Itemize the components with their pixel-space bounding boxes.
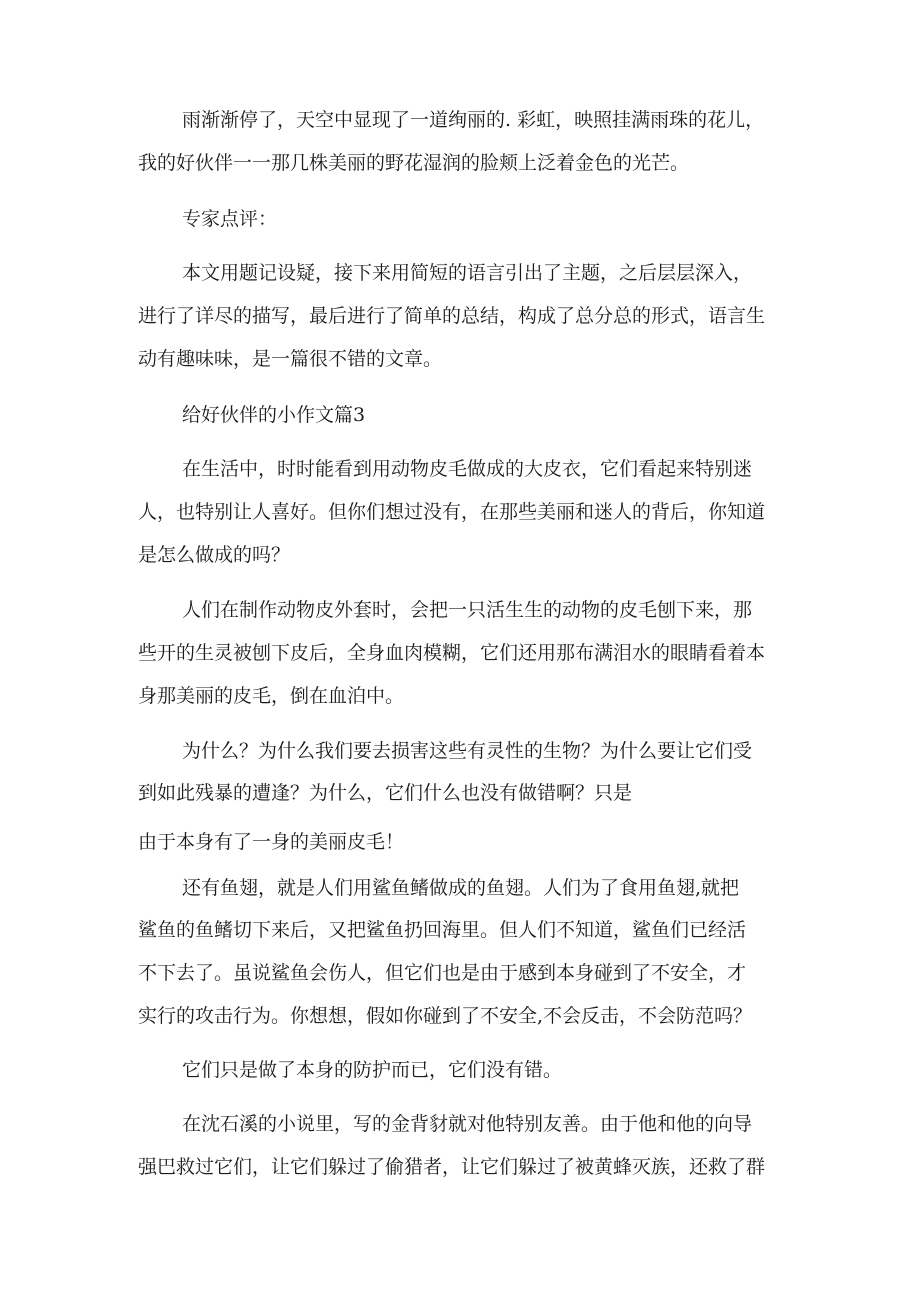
text-line: 些开的生灵被刨下皮后，全身血肉模糊，它们还用那布满泪水的眼睛看着本 xyxy=(138,642,766,664)
text-line: 强巴救过它们，让它们躲过了偷猎者，让它们躲过了被黄蜂灭族，还救了群 xyxy=(138,1156,766,1178)
text-line: 由于本身有了一身的美丽皮毛！ xyxy=(138,831,405,853)
text-line: 到如此残暴的遭逢？为什么，它们什么也没有做错啊？只是 xyxy=(138,782,633,804)
text-line: 不下去了。虽说鲨鱼会伤人，但它们也是由于感到本身碰到了不安全，才 xyxy=(138,962,747,984)
text-line: 还有鱼翅，就是人们用鲨鱼鳍做成的鱼翅。人们为了食用鱼翅,就把 xyxy=(182,877,740,899)
section-heading: 给好伙伴的小作文篇3 xyxy=(182,404,366,426)
text-line: 专家点评： xyxy=(182,208,278,230)
text-line: 为什么？为什么我们要去损害这些有灵性的生物？为什么要让它们受 xyxy=(182,740,753,762)
text-line: 人们在制作动物皮外套时，会把一只活生生的动物的皮毛刨下来，那 xyxy=(182,599,753,621)
text-line: 动有趣味味，是一篇很不错的文章。 xyxy=(138,348,443,370)
text-line: 我的好伙伴一一那几株美丽的野花湿润的脸颊上泛着金色的光芒。 xyxy=(138,152,690,174)
text-line: 雨渐渐停了，天空中显现了一道绚丽的. 彩虹，映照挂满雨珠的花儿， xyxy=(182,109,765,131)
text-line: 在生活中，时时能看到用动物皮毛做成的大皮衣，它们看起来特别迷 xyxy=(182,458,753,480)
text-line: 是怎么做成的吗？ xyxy=(138,544,291,566)
text-line: 实行的攻击行为。你想想，假如你碰到了不安全,不会反击，不会防范吗？ xyxy=(138,1005,753,1027)
text-line: 鲨鱼的鱼鳍切下来后，又把鲨鱼扔回海里。但人们不知道，鲨鱼们已经活 xyxy=(138,919,747,941)
text-line: 人，也特别让人喜好。但你们想过没有，在那些美丽和迷人的背后，你知道 xyxy=(138,501,766,523)
text-line: 身那美丽的皮毛，倒在血泊中。 xyxy=(138,685,405,707)
text-line: 在沈石溪的小说里，写的金背豺就对他特别友善。由于他和他的向导 xyxy=(182,1113,753,1135)
text-line: 它们只是做了本身的防护而已，它们没有错。 xyxy=(182,1059,563,1081)
text-line: 进行了详尽的描写，最后进行了简单的总结，构成了总分总的形式，语言生 xyxy=(138,305,766,327)
text-line: 本文用题记设疑，接下来用简短的语言引出了主题，之后层层深入， xyxy=(182,262,753,284)
